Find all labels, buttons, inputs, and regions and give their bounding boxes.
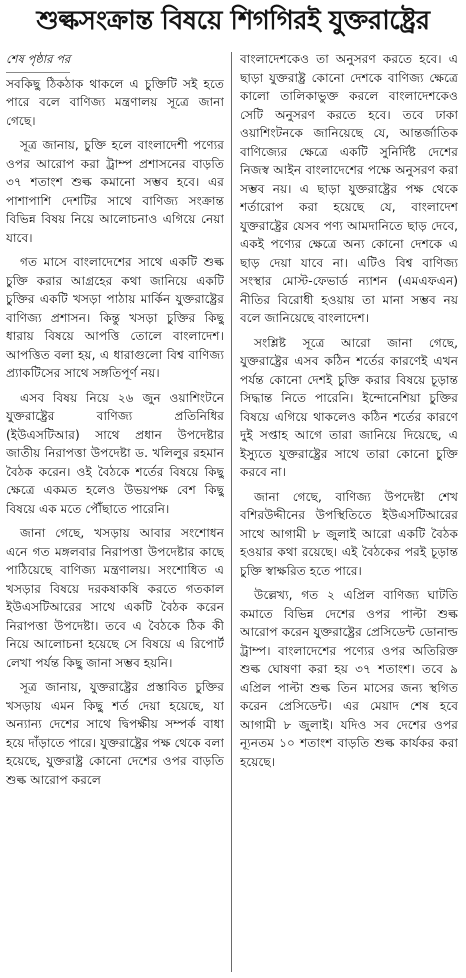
paragraph: জানা গেছে, খসড়ায় আবার সংশোধন এনে গত মঙ্গলবার নিরাপত্তা উপদেষ্টার কাছে পাঠিয়েছে বাণিজ্য মন্ত্রণালয়। সংশোধিত এ খসড়ার বিষয়ে দরকষাকষি করতে গতকাল ইউএসটিআরের সাথে একটি বৈঠক করেন নিরাপত্তা উপদেষ্টা। তবে এ বৈঠকে ঠিক কী নিয়ে আলোচনা হয়েছে সে বিষয়ে এ রিপোর্ট লেখা পর্যন্ত কিছু জানা সম্ভব হয়নি।	[6, 526, 224, 670]
paragraph: এসব বিষয় নিয়ে ২৬ জুন ওয়াশিংটনে যুক্তরাষ্ট্রের বাণিজ্য প্রতিনিধির (ইউএসটিআর) সাথে প্রধান উপদেষ্টার জাতীয় নিরাপত্তা উপদেষ্টা ড. খলিলুর রহমান বৈঠক করেন। ওই বৈঠকে শর্তের বিষয়ে কিছু ক্ষেত্রে একমত হলেও উভয়পক্ষ বেশ কিছু বিষয়ে এক মতে পৌঁছাতে পারেনি।	[6, 390, 224, 516]
paragraph: সূত্র জানায়, চুক্তি হলে বাংলাদেশী পণ্যের ওপর আরোপ করা ট্রাম্প প্রশাসনের বাড়তি ৩৭ শতাংশ শুল্ক কমানো সম্ভব হবে। এর পাশাপাশি দেশটির সাথে বাণিজ্য সংক্রান্ত বিভিন্ন বিষয় নিয়ে আলোচনাও এগিয়ে নেয়া যাবে।	[6, 138, 224, 245]
paragraph: জানা গেছে, বাণিজ্য উপদেষ্টা শেখ বশিরউদ্দীনের উপস্থিতিতে ইউএসটিআরের সাথে আগামী ৮ জুলাই আরো একটি বৈঠক হওয়ার কথা রয়েছে। এই বৈঠকের পরই চূড়ান্ত চুক্তি স্বাক্ষরিত হতে পারে।	[240, 489, 458, 578]
continuation-kicker: শেষ পৃষ্ঠার পর	[6, 50, 70, 73]
paragraph: সবকিছু ঠিকঠাক থাকলে এ চুক্তিটি সই হতে পারে বলে বাণিজ্য মন্ত্রণালয় সূত্রে জানা গেছে।	[6, 76, 224, 128]
article-column-left	[6, 50, 224, 974]
paragraph: গত মাসে বাংলাদেশের সাথে একটি শুল্ক চুক্তি করার আগ্রহের কথা জানিয়ে একটি চুক্তির একটি খসড়া পাঠায় মার্কিন যুক্তরাষ্ট্রের বাণিজ্য প্রশাসন। কিন্তু খসড়া চুক্তির কিছু ধারায় বিষয়ে আপত্তি তোলে বাংলাদেশ। আপত্তিত বলা হয়, এ ধারাগুলো বিশ্ব বাণিজ্য প্র্যাকটিসের সাথে সঙ্গতিপূর্ণ নয়।	[6, 255, 224, 380]
paragraph: সংশ্লিষ্ট সূত্রে আরো জানা গেছে, যুক্তরাষ্ট্রের এসব কঠিন শর্তের কারণেই এখন পর্যন্ত কোনো দেশই চুক্তি করার বিষয়ে চূড়ান্ত সিদ্ধান্ত নিতে পারেনি। ইন্দোনেশিয়া চুক্তির বিষয়ে এগিয়ে থাকলেও কঠিন শর্তের কারণে দুই সপ্তাহ আগে তারা জানিয়ে দিয়েছে, এ ইস্যুতে যুক্তরাষ্ট্রের সাথে তারা কোনো চুক্তি করবে না।	[240, 335, 458, 479]
headline: শুল্কসংক্রান্ত বিষয়ে শিগগিরই যুক্তরাষ্ট্রের	[36, 6, 430, 36]
column-divider	[231, 52, 232, 972]
paragraph: বাংলাদেশকেও তা অনুসরণ করতে হবে। এ ছাড়া যুক্তরাষ্ট্র কোনো দেশকে বাণিজ্য ক্ষেত্রে কালো তালিকাভুক্ত করলে বাংলাদেশকেও সেটি অনুসরণ করতে হবে। তবে ঢাকা ওয়াশিংটনকে জানিয়েছে যে, আন্তর্জাতিক বাণিজ্যের ক্ষেত্রে একটি সুনির্দিষ্ট দেশের নিজস্ব আইন বাংলাদেশের পক্ষে অনুসরণ করা সম্ভব নয়। এ ছাড়া যুক্তরাষ্ট্রের পক্ষ থেকে শর্তারোপ করা হয়েছে যে, বাংলাদেশ যুক্তরাষ্ট্রের যেসব পণ্য আমদানিতে ছাড় দেবে, একই পণ্যের ক্ষেত্রে অন্য কোনো দেশকে এ ছাড় দেয়া যাবে না। এটিও বিশ্ব বাণিজ্য সংস্থার মোস্ট-ফেভার্ড ন্যাশন (এমএফএন) নীতির বিরোধী হওয়ায় তা মানা সম্ভব নয় বলে জানিয়েছে বাংলাদেশ।	[240, 52, 458, 325]
paragraph: সূত্র জানায়, যুক্তরাষ্ট্রের প্রস্তাবিত চুক্তির খসড়ায় এমন কিছু শর্ত দেয়া হয়েছে, যা অন্যান্য দেশের সাথে দ্বিপক্ষীয় সম্পর্ক বাধা হয়ে দাঁড়াতে পারে। যুক্তরাষ্ট্রের পক্ষ থেকে বলা হয়েছে, যুক্তরাষ্ট্র কোনো দেশের ওপর বাড়তি শুল্ক আরোপ করলে	[6, 680, 224, 787]
paragraph: উল্লেখ্য, গত ২ এপ্রিল বাণিজ্য ঘাটতি কমাতে বিভিন্ন দেশের ওপর পাল্টা শুল্ক আরোপ করেন যুক্তরাষ্ট্রের প্রেসিডেন্ট ডোনাল্ড ট্রাম্প। বাংলাদেশের পণ্যের ওপর অতিরিক্ত শুল্ক ঘোষণা করা হয় ৩৭ শতাংশ। তবে ৯ এপ্রিল পাল্টা শুল্ক তিন মাসের জন্য স্থগিত করেন প্রেসিডেন্ট। এর মেয়াদ শেষ হবে আগামী ৮ জুলাই। যদিও সব দেশের ওপর ন্যূনতম ১০ শতাংশ বাড়তি শুল্ক কার্যকর করা হয়েছে।	[240, 588, 458, 769]
article-column-right	[240, 50, 458, 974]
